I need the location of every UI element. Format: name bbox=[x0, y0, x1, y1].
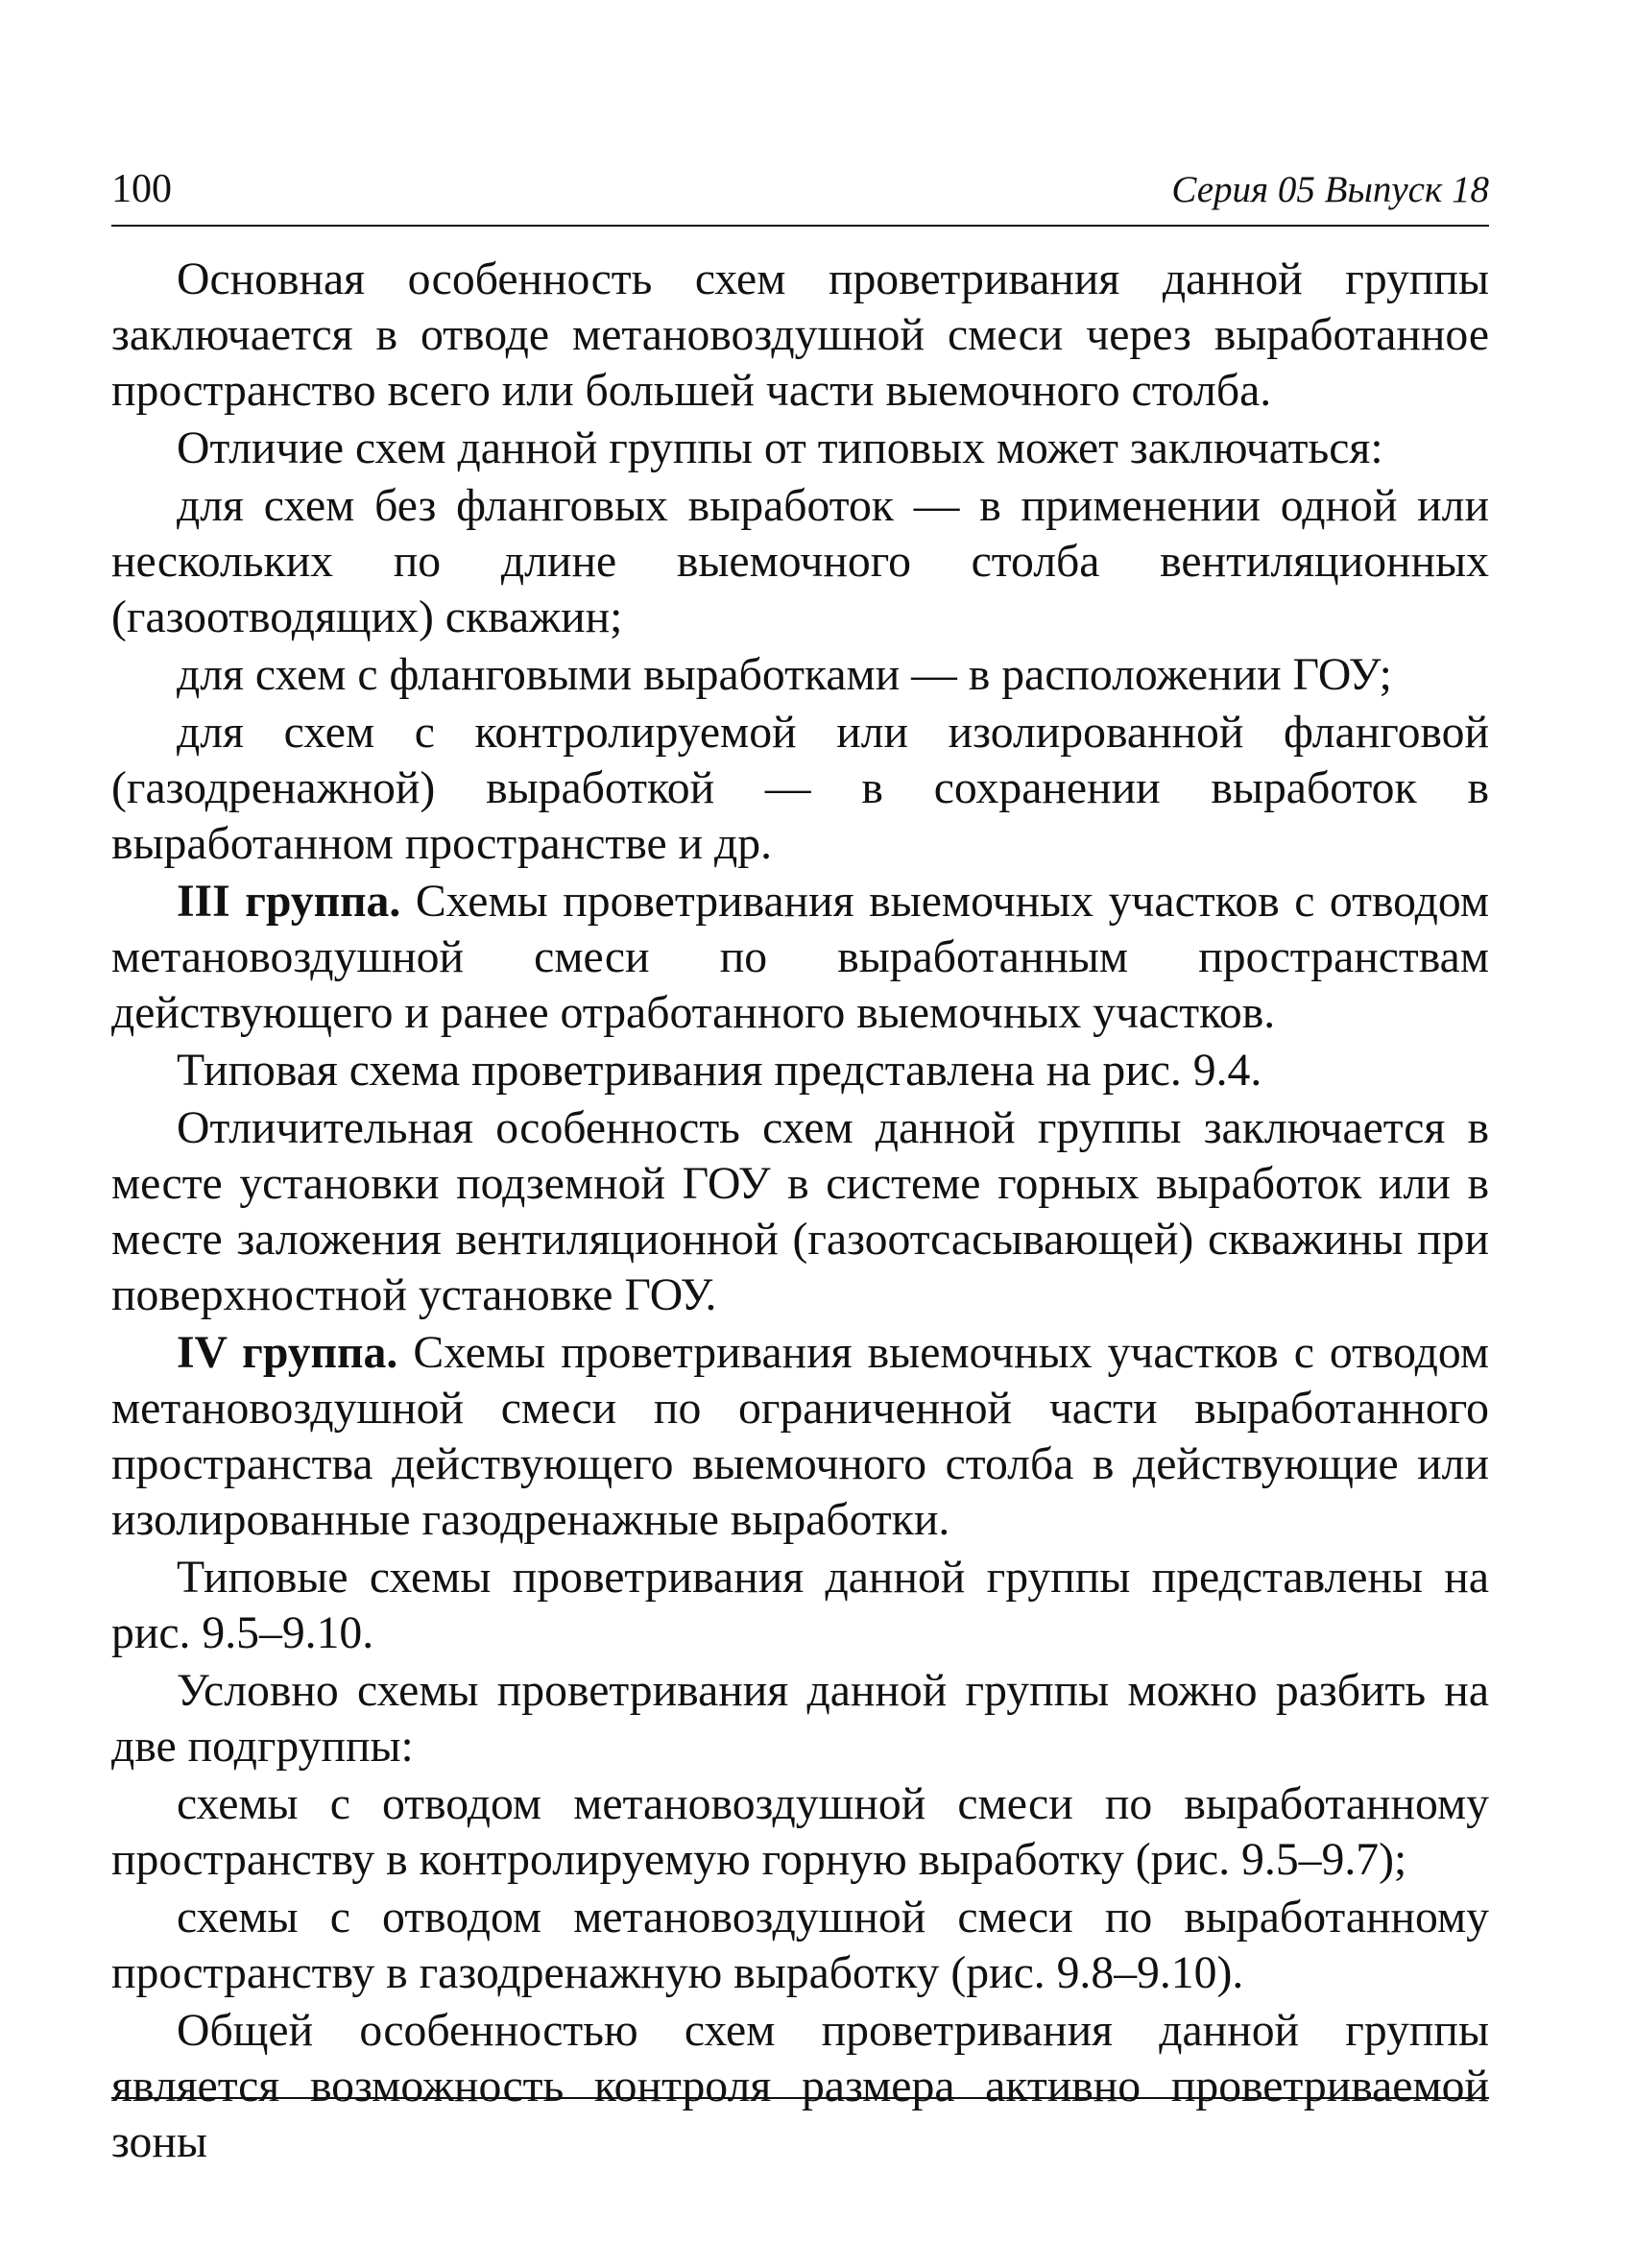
group-iii-text: Схемы проветривания выемочных участков с отводом метановоздушной смеси по выработанным пространствам действующего и ранее отработанного выемочных участков. bbox=[111, 876, 1489, 1038]
body-text bbox=[111, 252, 1489, 2172]
paragraph-3: для схем без фланговых выработок — в применении одной или нескольких по длине выемочного столба вентиляционных (газоотводящих) скважин; bbox=[111, 480, 1489, 642]
paragraph-group-iii bbox=[111, 874, 1489, 1041]
running-title: Серия 05 Выпуск 18 bbox=[1171, 169, 1489, 210]
paragraph-group-iv bbox=[111, 1325, 1489, 1548]
paragraph-2: Отличие схем данной группы от типовых может заключаться: bbox=[177, 422, 1383, 473]
paragraph-11: Условно схемы проветривания данной группы можно разбить на две подгруппы: bbox=[111, 1665, 1489, 1772]
paragraph-1: Основная особенность схем проветривания данной группы заключается в отводе метановоздушной смеси через выработанное пространство всего или большей части выемочного столба. bbox=[111, 253, 1489, 416]
paragraph-13: схемы с отводом метановоздушной смеси по выработанному пространству в газодренажную выработку (рис. 9.8–9.10). bbox=[111, 1892, 1489, 1998]
paragraph-14: Общей особенностью схем проветривания данной группы является возможность контроля размера активно проветриваемой зоны bbox=[111, 2005, 1489, 2167]
paragraph-10: Типовые схемы проветривания данной группы представлены на рис. 9.5–9.10. bbox=[111, 1552, 1489, 1658]
group-iii-heading: III группа. bbox=[177, 876, 401, 927]
group-iv-text: Схемы проветривания выемочных участков с отводом метановоздушной смеси по ограниченной части выработанного пространства действующего выемочного столба в действующие или изолированные газодренажные выработки. bbox=[111, 1327, 1489, 1545]
page-header bbox=[111, 169, 1489, 227]
paragraph-4: для схем с фланговыми выработками — в расположении ГОУ; bbox=[177, 649, 1392, 700]
paragraph-12: схемы с отводом метановоздушной смеси по выработанному пространству в контролируемую горную выработку (рис. 9.5–9.7); bbox=[111, 1778, 1489, 1885]
paragraph-5: для схем с контролируемой или изолированной фланговой (газодренажной) выработкой — в сохранении выработок в выработанном пространстве и др. bbox=[111, 707, 1489, 869]
bottom-rule bbox=[111, 2097, 1489, 2099]
paragraph-7: Типовая схема проветривания представлена на рис. 9.4. bbox=[177, 1045, 1262, 1096]
page-number: 100 bbox=[111, 167, 172, 211]
paragraph-8: Отличительная особенность схем данной группы заключается в месте установки подземной ГОУ в системе горных выработок или в месте заложения вентиляционной (газоотсасывающей) скважины при поверхностной установке ГОУ. bbox=[111, 1102, 1489, 1320]
group-iv-heading: IV группа. bbox=[177, 1327, 398, 1378]
